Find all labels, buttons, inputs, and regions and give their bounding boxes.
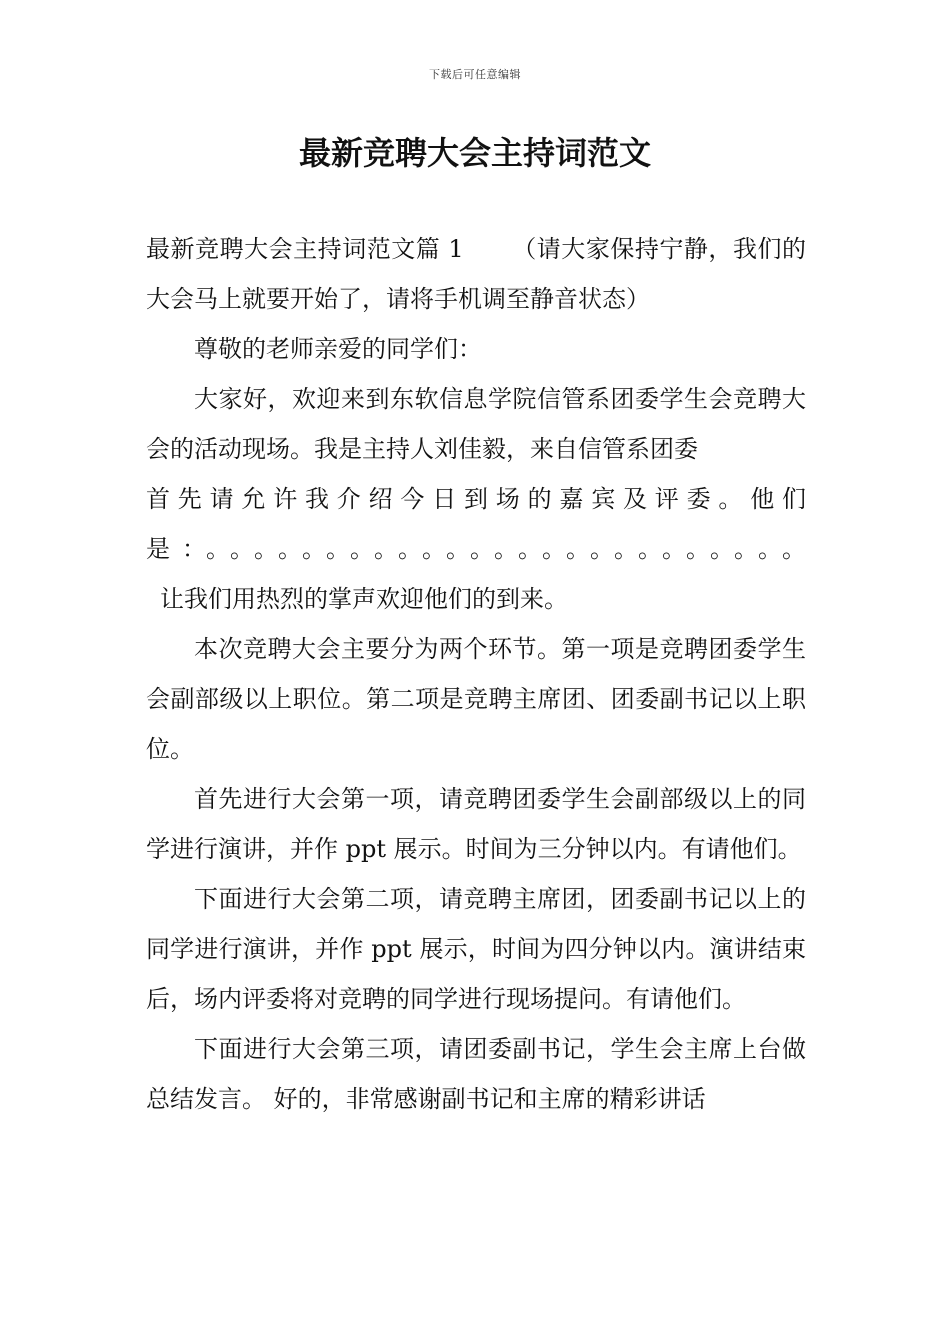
intro-heading: 最新竞聘大会主持词范文篇 1 [146,235,464,263]
header-note: 下载后可任意编辑 [429,68,521,81]
paragraph-welcome: 大家好，欢迎来到东软信息学院信管系团委学生会竞聘大会的活动现场。我是主持人刘佳毅，来自信管系团委 [146,385,806,463]
paragraph-welcome-guests: 首先请允许我介绍今日到场的嘉宾及评委。他们 [146,485,806,513]
intro-paragraph [146,224,806,324]
paragraph-item-three: 下面进行大会第三项，请团委副书记，学生会主席上台做总结发言。 好的，非常感谢副书记和主席的精彩讲话 [146,1035,806,1113]
paragraph-welcome-dots: 是：。。。。。。。。。。。。。。。。。。。。。。。。。 [146,535,806,563]
greeting-paragraph: 尊敬的老师亲爱的同学们： [194,335,482,363]
intro-text: （请大家保持宁静，我们的大会马上就要开始了，请将手机调至静音状态） [146,235,807,313]
paragraph-item-one: 首先进行大会第一项，请竞聘团委学生会副部级以上的同学进行演讲，并作 ppt 展示。时间为三分钟以内。有请他们。 [146,785,806,863]
paragraph-welcome-applause: 让我们用热烈的掌声欢迎他们的到来。 [160,585,568,613]
paragraph-item-two: 下面进行大会第二项，请竞聘主席团，团委副书记以上的同学进行演讲，并作 ppt 展示，时间为四分钟以内。演讲结束后，场内评委将对竞聘的同学进行现场提问。有请他们。 [146,885,806,1013]
document-title: 最新竞聘大会主持词范文 [298,134,651,172]
document-body [146,224,806,1124]
paragraph-overview: 本次竞聘大会主要分为两个环节。第一项是竞聘团委学生会副部级以上职位。第二项是竞聘主席团、团委副书记以上职位。 [146,635,806,763]
